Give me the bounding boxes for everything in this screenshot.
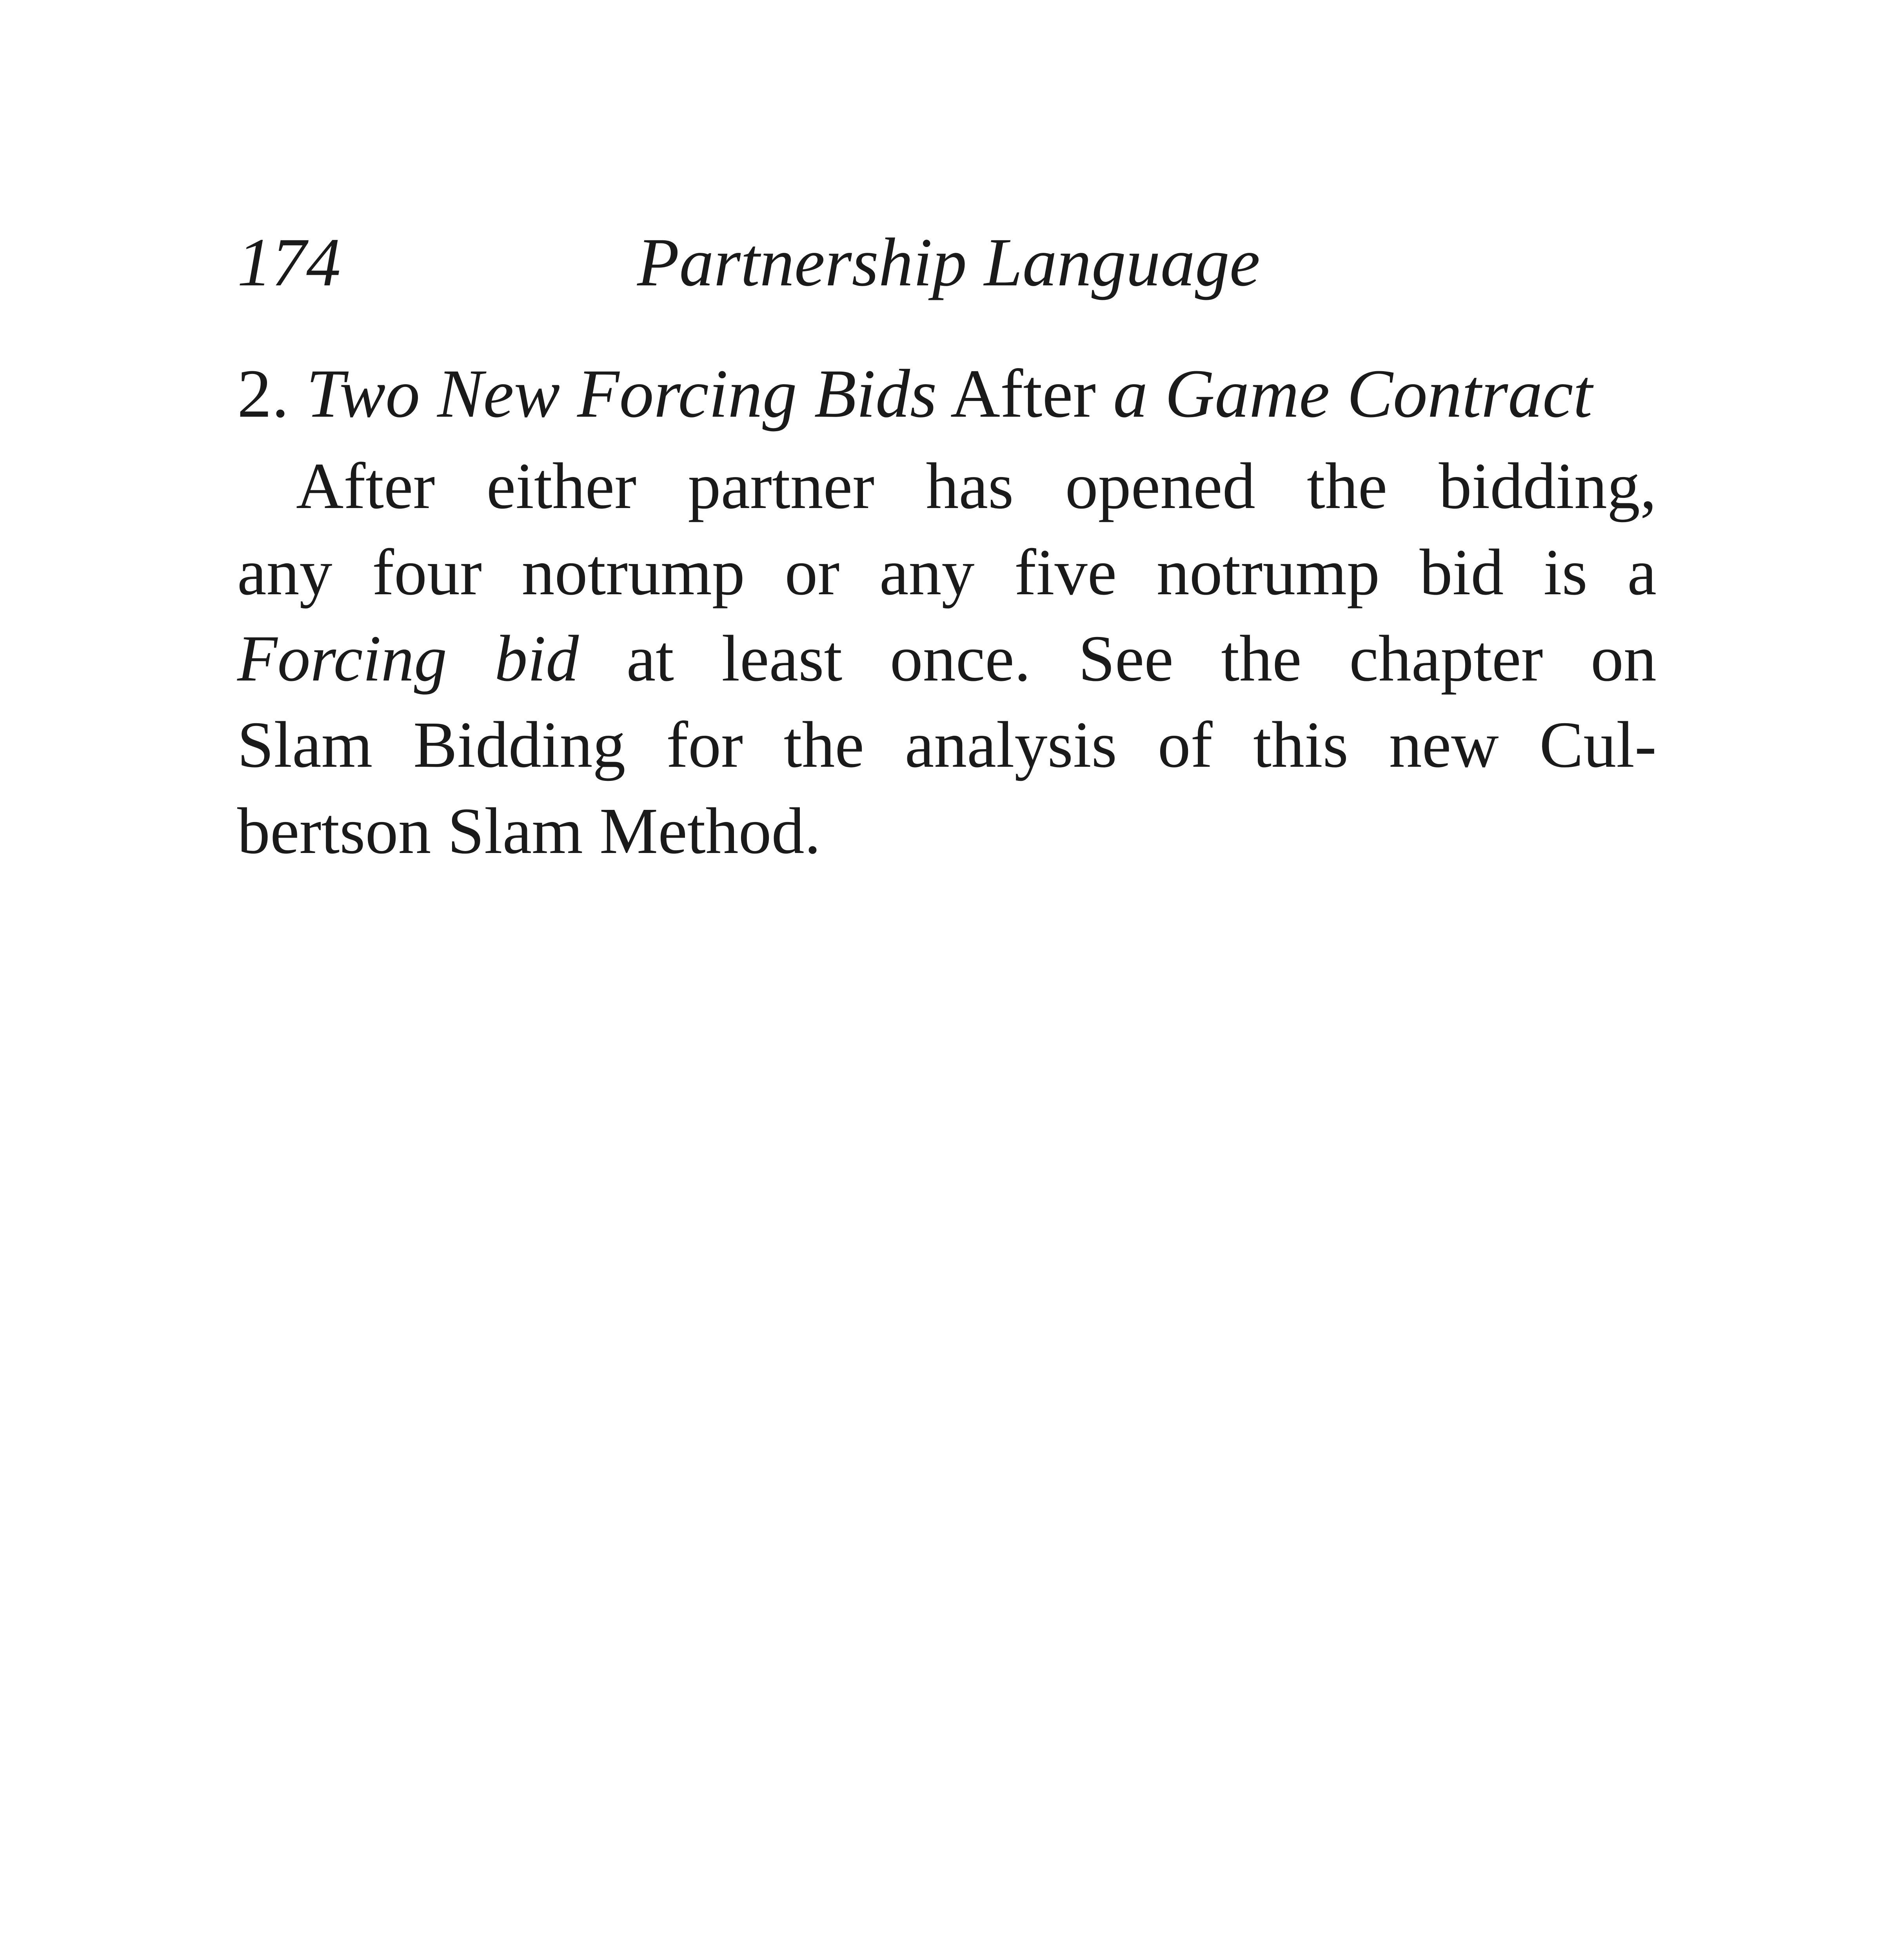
section-heading — [237, 349, 1657, 439]
page-number: 174 — [237, 224, 341, 301]
section-number: 2. — [237, 356, 289, 432]
running-title: Partnership Language — [637, 224, 1260, 301]
running-head — [237, 220, 1657, 306]
section-title-roman: After — [950, 356, 1096, 432]
body-line-3-rest: at least once. See the chapter on — [579, 622, 1657, 695]
section-title-italic: Two New Forcing Bids — [306, 356, 937, 432]
body-line-5: bertson Slam Method. — [237, 795, 821, 867]
body-line-1: After either partner has opened the bidding, — [296, 450, 1657, 523]
section-title-italic-tail: a Game Contract — [1113, 356, 1593, 432]
body-line-2: any four notrump or any five notrump bid is a — [237, 536, 1657, 609]
body-paragraph — [237, 443, 1657, 874]
body-line-3 — [237, 615, 1657, 702]
forcing-bid-term: Forcing bid — [237, 622, 579, 695]
body-line-4: Slam Bidding for the analysis of this new Cul- — [237, 708, 1657, 781]
